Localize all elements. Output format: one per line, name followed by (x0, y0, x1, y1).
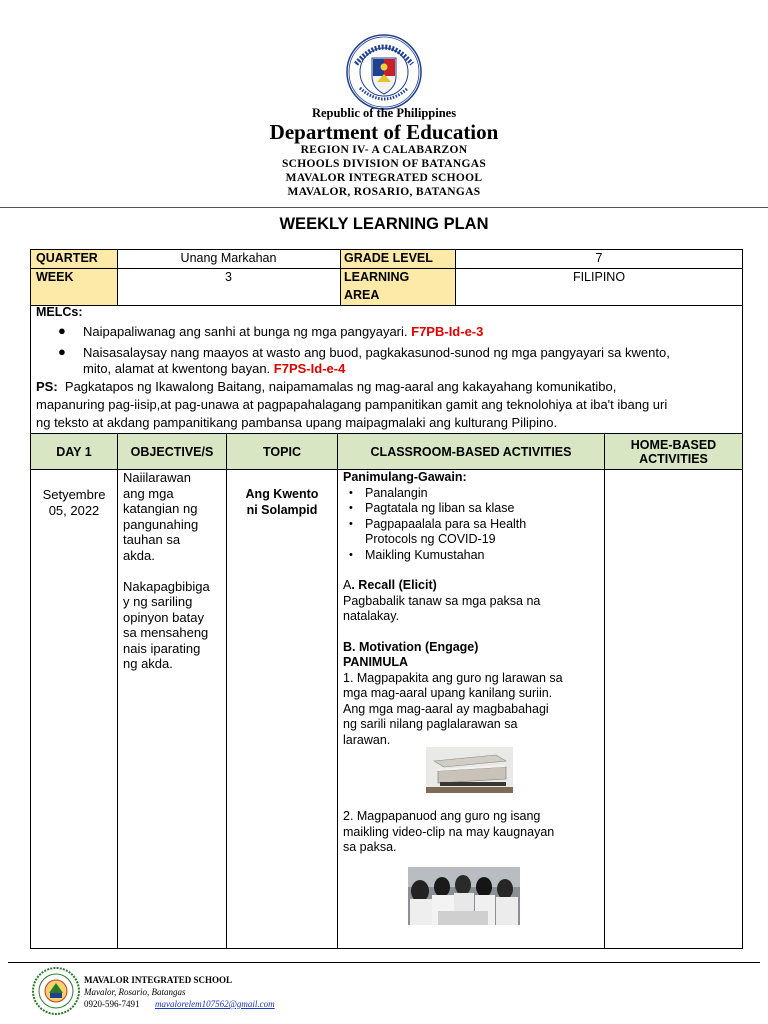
objective-line: akda. (123, 547, 155, 563)
school-seal-logo (32, 967, 80, 1015)
step2-line: 2. Magpapanuod ang guro ng isang (343, 809, 541, 823)
header-divider (0, 207, 768, 208)
objectives (123, 470, 223, 672)
republic-line: Republic of the Philippines (311, 106, 457, 120)
melc-text: mito, alamat at kwentong bayan. (83, 361, 271, 376)
footer-address: Mavalor, Rosario, Batangas (84, 987, 186, 997)
list-item: • Pagpapaalala para sa Health (343, 517, 601, 533)
department-name: Department of Education (269, 120, 499, 144)
step1-line: ng sarili nilang paglalarawan sa (343, 717, 518, 731)
step1-line: 1. Magpapakita ang guro ng larawan sa (343, 670, 563, 685)
col-line (337, 433, 338, 949)
step2-line: maikling video-clip na may kaugnayan (343, 824, 555, 839)
objective-line: Naiilarawan (123, 470, 191, 485)
date-line1: Setyembre (42, 487, 106, 502)
melc-item-1 (83, 324, 733, 340)
area-label-line2: AREA (344, 288, 380, 302)
col-header-home (605, 434, 742, 469)
row-line (30, 305, 743, 306)
objective-line: ang mga (123, 485, 174, 501)
classroom-activities (343, 470, 601, 748)
melcs-label: MELCs: (36, 305, 83, 319)
objective-line: tauhan sa (123, 532, 181, 547)
intro-heading: Panimulang-Gawain: (343, 470, 467, 484)
ps-line2: mapanuring pag-iisip,at pag-unawa at pagpapahalagang pampanitikan gamit ang teknolohiya at iba't ibang uri (36, 397, 668, 412)
melc-item-2 (83, 345, 733, 377)
footer-email-link[interactable]: mavalorelem107562@gmail.com (155, 999, 275, 1009)
quarter-value: Unang Markahan (180, 251, 277, 265)
col-header-day: DAY 1 (31, 434, 117, 469)
col-header-objective: OBJECTIVE/S (118, 434, 226, 469)
footer-phone: 0920-596-7491 (84, 999, 140, 1009)
day-date (31, 487, 117, 518)
melc-text-line2 (83, 361, 733, 377)
objective-line: Nakapagbibiga (123, 578, 210, 594)
area-label-line1: LEARNING (344, 270, 410, 284)
step1-line: larawan. (343, 732, 391, 747)
footer-school: MAVALOR INTEGRATED SCHOOL (84, 975, 233, 985)
col-header-home-line2: ACTIVITIES (639, 451, 708, 466)
objective-line: pangunahing (123, 516, 199, 532)
footer-divider (8, 962, 760, 963)
objective-1 (123, 470, 223, 563)
week-value: 3 (225, 270, 232, 284)
ps-line3: ng teksto at akdang pampanitikang pambansa upang maipagmalaki ang kulturang Pilipino. (36, 415, 558, 430)
recall-heading (343, 578, 601, 594)
school-line: MAVALOR INTEGRATED SCHOOL (285, 172, 483, 184)
col-line (340, 249, 341, 305)
ps-label: PS: (36, 379, 58, 394)
objective-line: y ng sariling (123, 594, 193, 609)
melc-text: Naipapaliwanag ang sanhi at bunga ng mga pangyayari. (83, 324, 408, 339)
recall-title: . Recall (Elicit) (351, 578, 437, 592)
motivation-heading: B. Motivation (Engage) (343, 639, 479, 654)
melc-text-line1: Naisasalaysay nang maayos at wasto ang buod, pagkakasunod-sunod ng mga pangyayari sa kwento, (83, 345, 670, 360)
step1-line: Ang mga mag-aaral ay magbabahagi (343, 701, 549, 716)
objective-line: ng akda. (123, 656, 173, 671)
region-line: REGION IV- A CALABARZON (300, 144, 468, 156)
col-line (604, 433, 605, 949)
grade-value: 7 (595, 251, 603, 265)
students-photo (408, 867, 520, 925)
list-item: • Panalangin (343, 486, 601, 502)
grade-label: GRADE LEVEL (344, 251, 433, 265)
melc-code: F7PS-Id-e-4 (273, 361, 346, 376)
col-header-topic: TOPIC (227, 434, 337, 469)
performance-standard (36, 378, 741, 432)
document-title: WEEKLY LEARNING PLAN (279, 215, 489, 233)
address-line: MAVALOR, ROSARIO, BATANGAS (287, 186, 481, 198)
ps-line1 (36, 378, 741, 396)
recall-prefix: A (343, 578, 352, 592)
casket-image (426, 747, 513, 793)
quarter-label: QUARTER (36, 251, 98, 265)
list-item: • Maikling Kumustahan (343, 548, 601, 564)
deped-seal-logo (346, 34, 422, 110)
panimula-heading: PANIMULA (343, 655, 409, 669)
week-label: WEEK (36, 270, 74, 284)
step2-line: sa paksa. (343, 840, 397, 854)
ps-text: Pagkatapos ng Ikawalong Baitang, naipamamalas ng mag-aaral ang kakayahang komunikatibo, (64, 379, 617, 394)
date-line2: 05, 2022 (48, 502, 100, 518)
col-line (117, 433, 118, 949)
topic-line1: Ang Kwento (245, 487, 319, 501)
list-item: • Pagtatala ng liban sa klase (343, 501, 601, 517)
list-item-continuation: Protocols ng COVID-19 (365, 532, 496, 546)
topic (227, 487, 337, 518)
objective-line: katangian ng (123, 501, 198, 516)
objective-line: opinyon batay (123, 609, 204, 625)
bullet-icon: ● (58, 323, 66, 338)
division-line: SCHOOLS DIVISION OF BATANGAS (281, 158, 487, 170)
step2-block (343, 809, 601, 856)
col-header-classroom: CLASSROOM-BASED ACTIVITIES (338, 434, 604, 469)
topic-line2: ni Solampid (246, 502, 318, 517)
intro-list (343, 486, 601, 564)
area-value: FILIPINO (572, 270, 626, 284)
col-header-home-line1: HOME-BASED (630, 437, 717, 452)
step1-line: mga mag-aaral upang kanilang suriin. (343, 686, 553, 700)
objective-line: nais iparating (123, 640, 201, 656)
recall-text-line2: natalakay. (343, 609, 400, 623)
bullet-icon: ● (58, 344, 66, 359)
melc-code: F7PB-Id-e-3 (411, 324, 484, 339)
recall-text-line1: Pagbabalik tanaw sa mga paksa na (343, 593, 541, 608)
objective-line: sa mensaheng (123, 625, 209, 640)
objective-2 (123, 579, 223, 672)
row-line (30, 268, 743, 269)
